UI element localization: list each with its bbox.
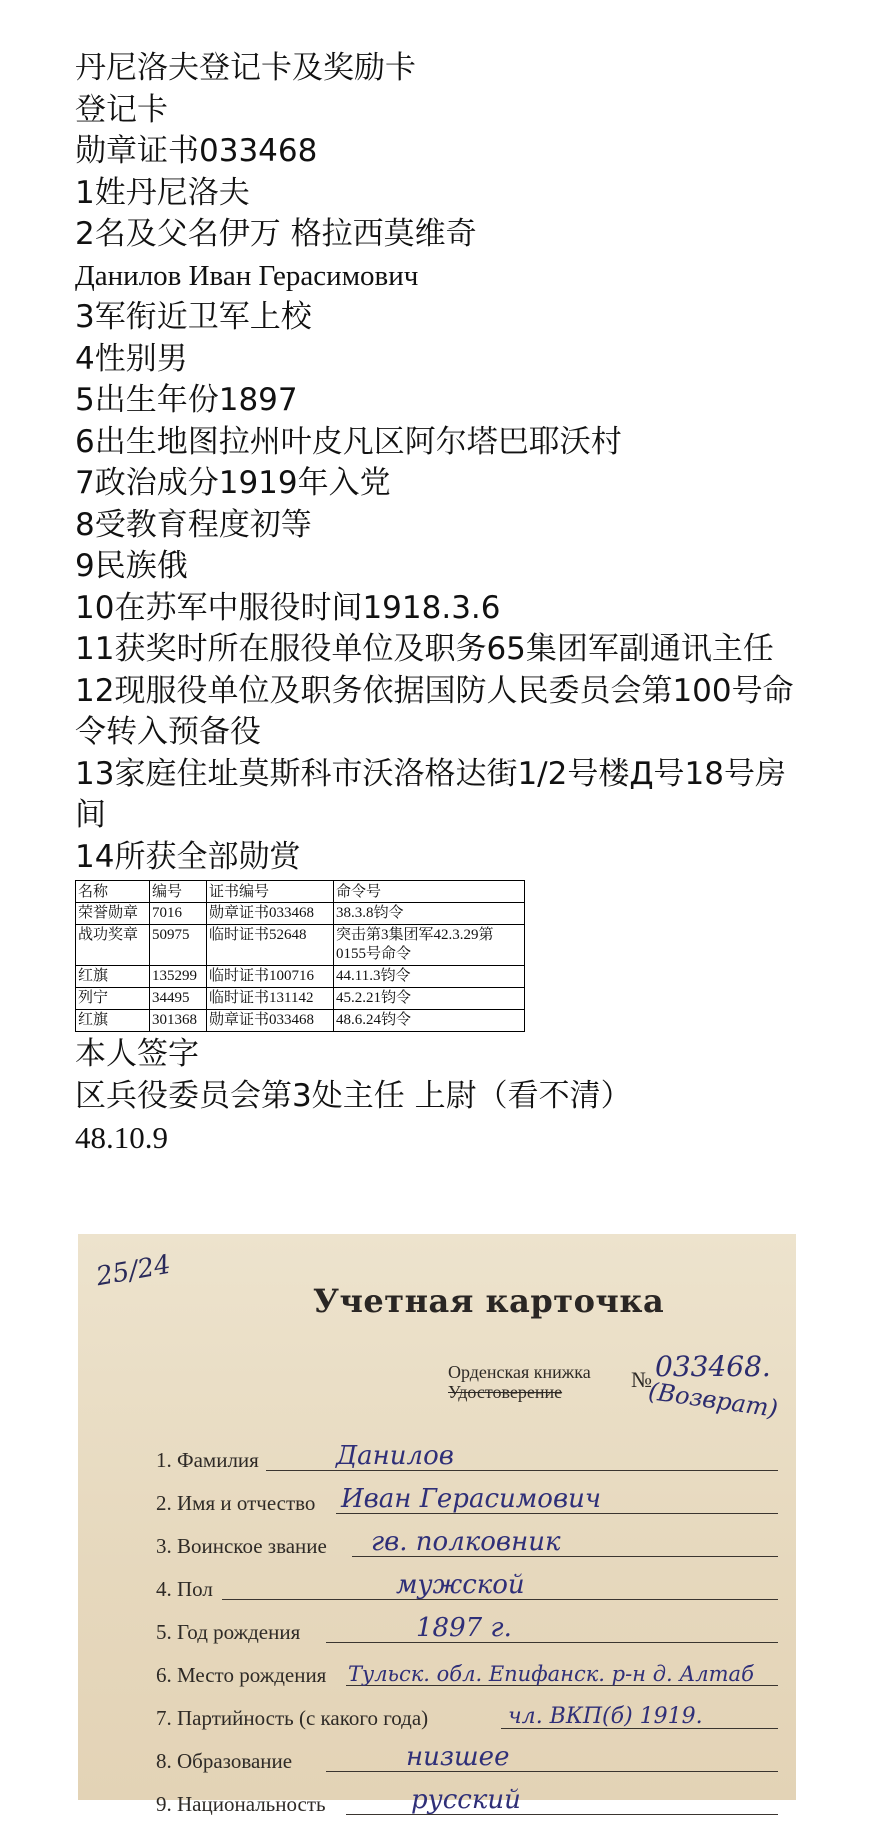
section-heading: 登记卡 <box>75 91 168 128</box>
table-cell: 红旗 <box>76 966 150 988</box>
card-field-label: 9. Национальность <box>156 1792 326 1816</box>
underline <box>326 1771 778 1772</box>
field-surname: 1姓丹尼洛夫 <box>75 174 250 211</box>
table-cell: 荣誉勋章 <box>76 903 150 925</box>
table-cell: 44.11.3钧令 <box>334 966 525 988</box>
field-party: 7政治成分1919年入党 <box>75 465 391 501</box>
table-cell: 临时证书131142 <box>207 988 334 1010</box>
table-row <box>76 925 525 966</box>
scanned-registration-card <box>78 1234 796 1816</box>
table-cell: 列宁 <box>76 988 150 1010</box>
table-cell: 战功奖章 <box>76 925 150 966</box>
card-field-row <box>156 1606 796 1649</box>
doc-title: 丹尼洛夫登记卡及奖励卡 <box>75 50 416 86</box>
card-field-row <box>156 1778 796 1821</box>
table-cell: 301368 <box>150 1010 207 1032</box>
table-cell: 勋章证书033468 <box>207 903 334 925</box>
table-row <box>76 988 525 1010</box>
card-field-label: 2. Имя и отчество <box>156 1491 316 1515</box>
handwritten-number: 033468. <box>655 1350 771 1383</box>
card-field-label: 7. Партийность (с какого года) <box>156 1706 429 1730</box>
field-name-russian: Данилов Иван Герасимович <box>75 259 419 292</box>
book-label-medal: Орденская книжка <box>448 1362 591 1382</box>
table-row <box>76 966 525 988</box>
signature-label: 本人签字 <box>75 1036 199 1072</box>
number-sign: № <box>631 1367 652 1392</box>
card-field-value: мужской <box>396 1570 525 1600</box>
handwritten-corner-note: 25/24 <box>93 1249 173 1293</box>
table-header: 命令号 <box>334 881 525 903</box>
table-cell: 38.3.8钧令 <box>334 903 525 925</box>
card-title: Учетная карточка <box>313 1282 665 1320</box>
card-field-label: 1. Фамилия <box>156 1448 259 1472</box>
table-cell: 34495 <box>150 988 207 1010</box>
card-field-value: Тульск. обл. Епифанск. р-н д. Алтаб <box>348 1662 754 1686</box>
table-cell: 突击第3集团军42.3.29第0155号命令 <box>334 925 525 966</box>
card-field-label: 4. Пол <box>156 1577 213 1601</box>
card-field-value: Данилов <box>336 1441 454 1471</box>
card-field-value: 1897 г. <box>416 1613 512 1643</box>
field-rank: 3军衔近卫军上校 <box>75 299 312 335</box>
card-field-value: низшее <box>406 1742 510 1772</box>
card-field-label: 6. Место рождения <box>156 1663 327 1687</box>
table-row <box>76 903 525 925</box>
book-label-certificate: Удостоверение <box>448 1382 563 1402</box>
card-field-row <box>156 1520 796 1563</box>
book-label <box>448 1362 591 1402</box>
table-cell: 勋章证书033468 <box>207 1010 334 1032</box>
card-field-row <box>156 1735 796 1778</box>
table-cell: 48.6.24钧令 <box>334 1010 525 1032</box>
card-field-value: Иван Герасимович <box>341 1484 602 1514</box>
table-cell: 50975 <box>150 925 207 966</box>
card-field-value: гв. полковник <box>371 1527 561 1557</box>
awards-table <box>75 880 525 1032</box>
table-cell: 临时证书52648 <box>207 925 334 966</box>
card-field-row <box>156 1434 796 1477</box>
medal-book-number: 勋章证书033468 <box>75 133 318 169</box>
table-row <box>76 1010 525 1032</box>
table-header-row <box>76 881 525 903</box>
card-field-row <box>156 1649 796 1692</box>
table-cell: 7016 <box>150 903 207 925</box>
card-field-value: чл. ВКП(б) 1919. <box>508 1704 703 1729</box>
card-field-label: 5. Год рождения <box>156 1620 301 1644</box>
card-field-row <box>156 1692 796 1735</box>
card-field-row <box>156 1477 796 1520</box>
field-address: 13家庭住址莫斯科市沃洛格达街1/2号楼Д号18号房间 <box>75 755 786 833</box>
field-name-patronymic: 2名及父名伊万 格拉西莫维奇 <box>75 216 477 252</box>
signature-date: 48.10.9 <box>75 1120 168 1155</box>
field-nationality: 9民族俄 <box>75 548 188 584</box>
table-cell: 临时证书100716 <box>207 966 334 988</box>
field-unit-at-award: 11获奖时所在服役单位及职务65集团军副通讯主任 <box>75 631 774 667</box>
card-field-row <box>156 1563 796 1606</box>
table-header: 名称 <box>76 881 150 903</box>
card-field-label: 3. Воинское звание <box>156 1534 327 1558</box>
underline <box>326 1642 778 1643</box>
field-current-unit: 12现服役单位及职务依据国防人民委员会第100号命令转入预备役 <box>75 672 794 750</box>
table-header: 编号 <box>150 881 207 903</box>
field-sex: 4性别男 <box>75 340 188 377</box>
table-header: 证书编号 <box>207 881 334 903</box>
card-field-label: 8. Образование <box>156 1749 293 1773</box>
field-education: 8受教育程度初等 <box>75 506 312 543</box>
field-service-start: 10在苏军中服役时间1918.3.6 <box>75 589 501 626</box>
card-field-value: русский <box>411 1785 521 1815</box>
table-cell: 45.2.21钧令 <box>334 988 525 1010</box>
handwritten-return-note: (Возврат) <box>646 1377 780 1423</box>
table-cell: 红旗 <box>76 1010 150 1032</box>
card-fields <box>156 1434 796 1821</box>
signer-title: 区兵役委员会第3处主任 上尉（看不清） <box>75 1077 632 1114</box>
field-all-awards: 14所获全部勋赏 <box>75 838 301 875</box>
document-text <box>75 48 795 1159</box>
field-birth-year: 5出生年份1897 <box>75 382 298 418</box>
table-cell: 135299 <box>150 966 207 988</box>
field-birthplace: 6出生地图拉州叶皮凡区阿尔塔巴耶沃村 <box>75 423 622 460</box>
